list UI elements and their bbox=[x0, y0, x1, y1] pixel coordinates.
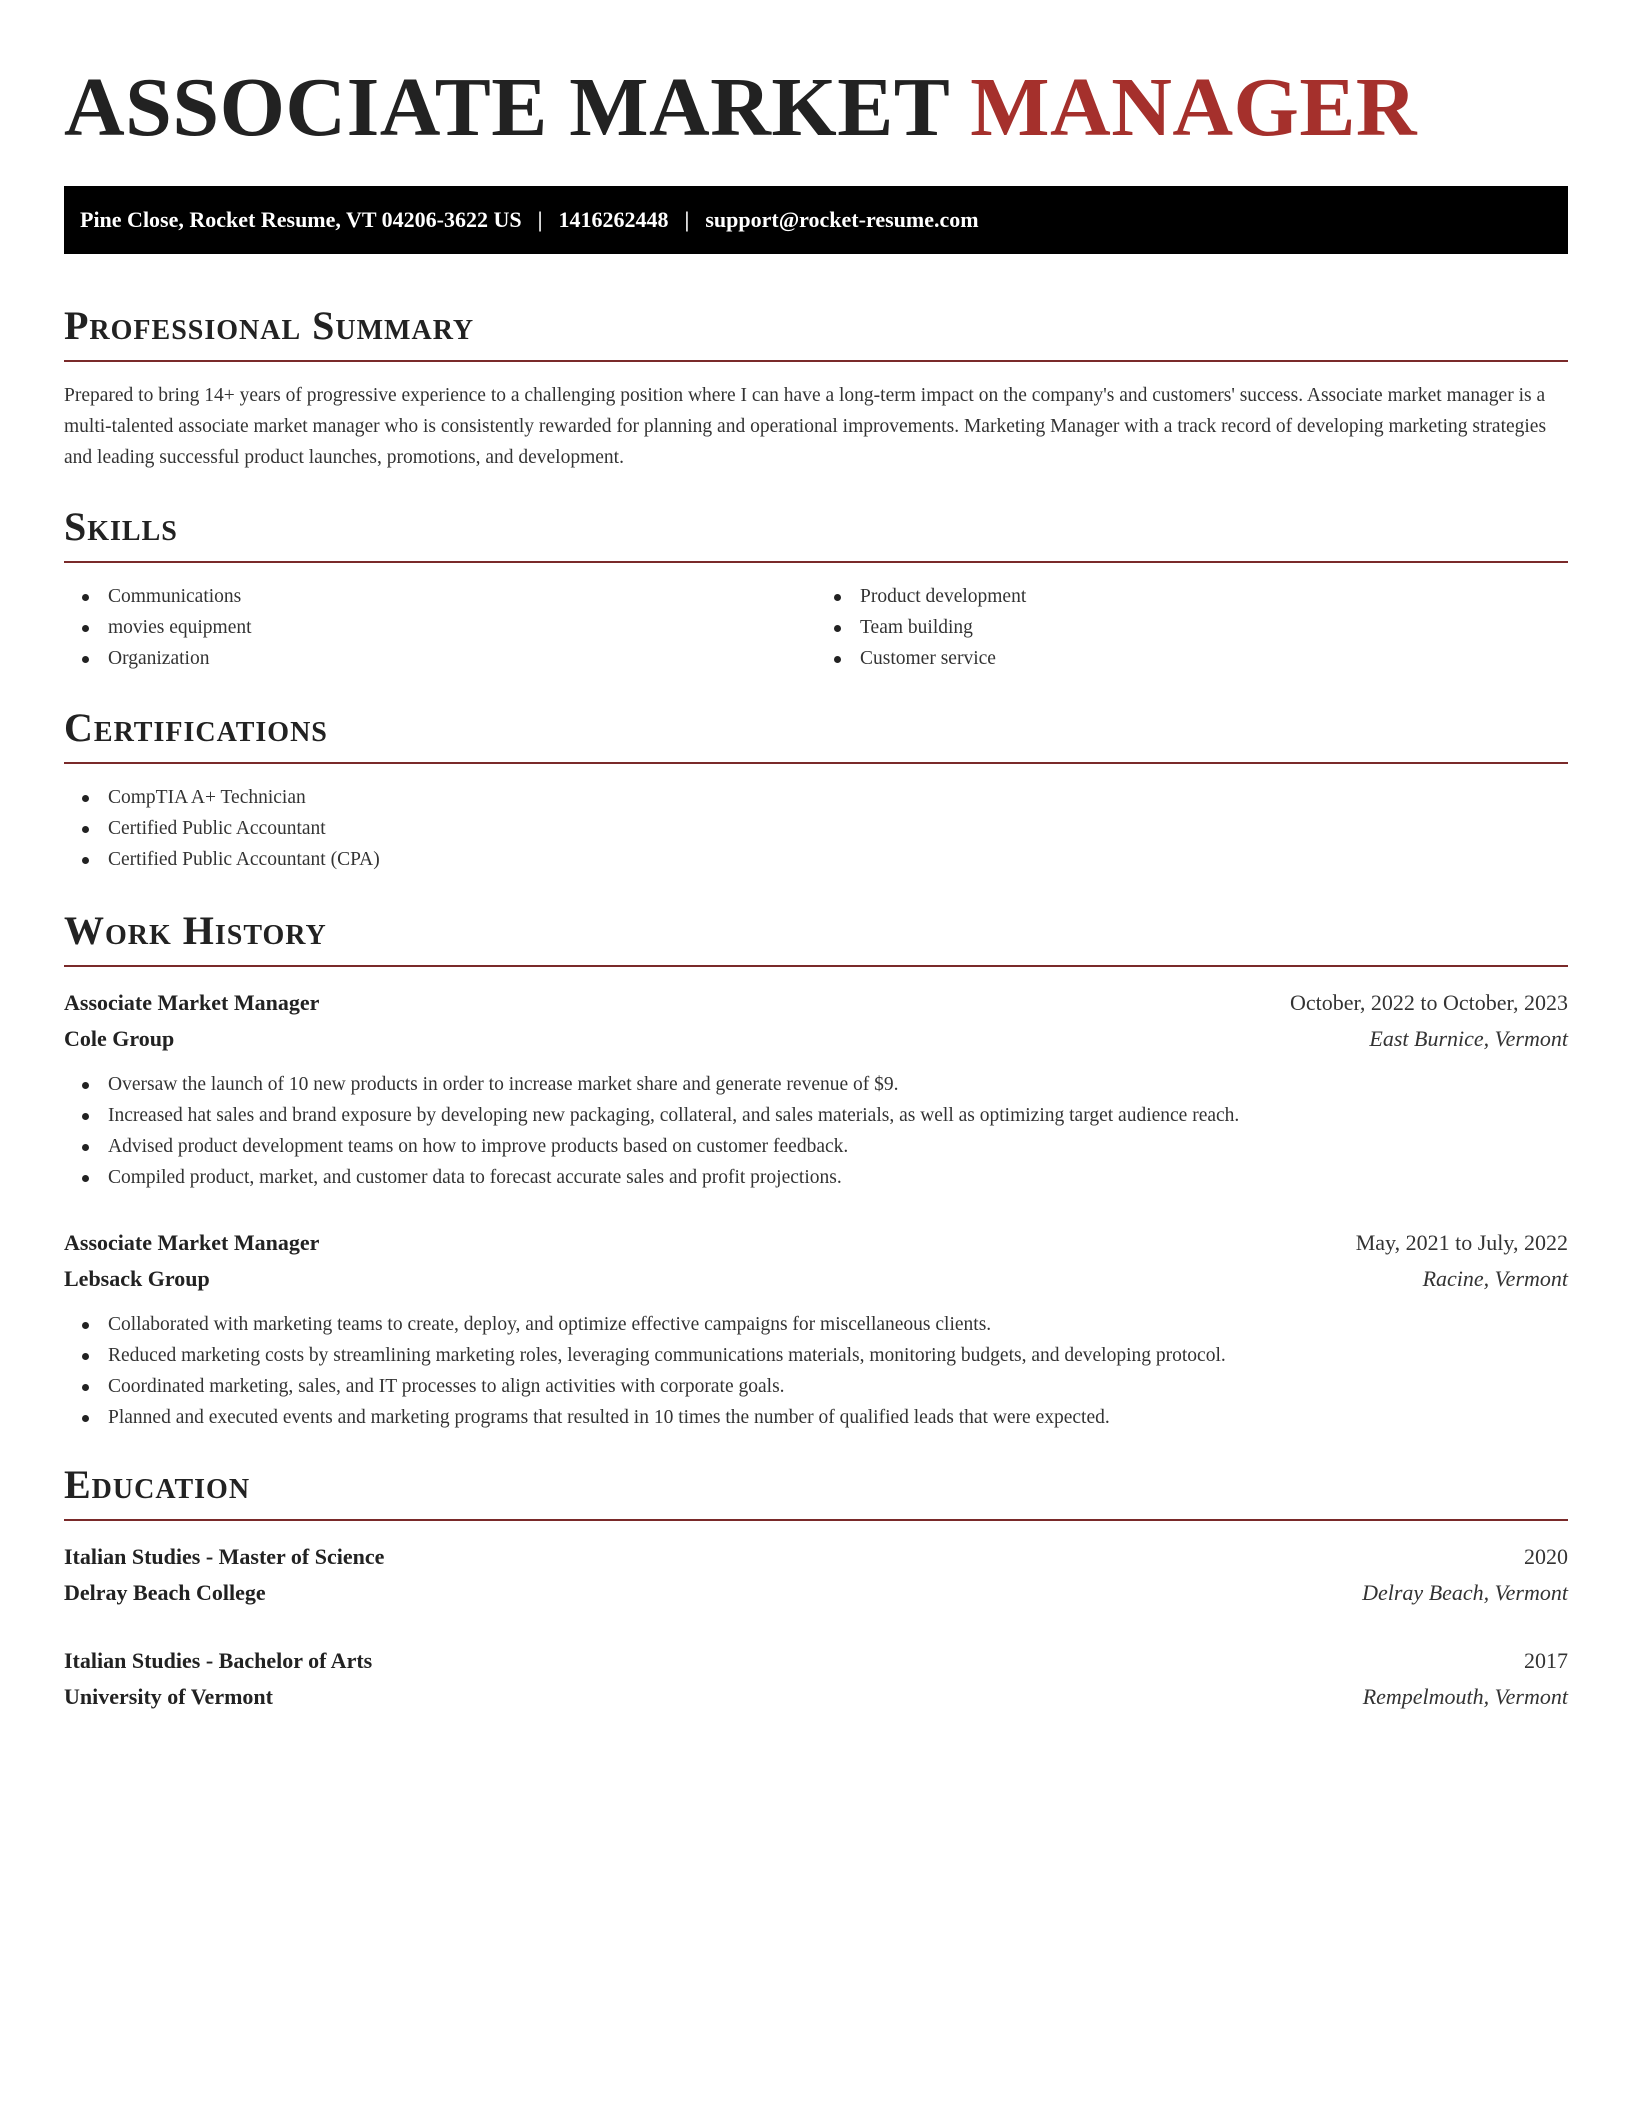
summary-section bbox=[64, 303, 1568, 473]
education-school: Delray Beach College bbox=[64, 1580, 266, 1605]
skills-list-left bbox=[64, 581, 816, 674]
education-year: 2020 bbox=[1524, 1544, 1568, 1569]
job-header-row bbox=[64, 1225, 1568, 1261]
list-item: Advised product development teams on how to improve products based on customer feedback. bbox=[64, 1131, 1568, 1162]
education-location: Rempelmouth, Vermont bbox=[1362, 1684, 1568, 1709]
title-first: ASSOCIATE MARKET bbox=[64, 61, 949, 154]
list-item: Team building bbox=[816, 612, 1568, 643]
list-item: Certified Public Accountant bbox=[64, 813, 1568, 844]
education-degree: Italian Studies - Master of Science bbox=[64, 1544, 385, 1569]
job-company-row bbox=[64, 1021, 1568, 1057]
education-school-row bbox=[64, 1679, 1568, 1715]
list-item: movies equipment bbox=[64, 612, 816, 643]
skills-section bbox=[64, 504, 1568, 674]
list-item: Planned and executed events and marketing programs that resulted in 10 times the number of qualified leads that were expected. bbox=[64, 1402, 1568, 1433]
job-location: East Burnice, Vermont bbox=[1369, 1026, 1568, 1051]
summary-text: Prepared to bring 14+ years of progressive experience to a challenging position where I can have a long-term impact on the company's and customers' success. Associate market manager is a multi-talented associate market manager who is consistently rewarded for planning and operational improvements. Marketing Manager with a track record of developing marketing strategies and leading successful product launches, promotions, and development. bbox=[64, 385, 1547, 468]
job-role: Associate Market Manager bbox=[64, 990, 320, 1015]
skills-grid bbox=[64, 581, 1568, 674]
list-item: Coordinated marketing, sales, and IT processes to align activities with corporate goals. bbox=[64, 1371, 1568, 1402]
job-bullets bbox=[64, 1309, 1568, 1433]
section-heading: Skills bbox=[64, 507, 1568, 563]
section-heading: Work History bbox=[64, 911, 1568, 967]
education-entry bbox=[64, 1643, 1568, 1715]
certifications-section bbox=[64, 705, 1568, 875]
section-heading: Certifications bbox=[64, 708, 1568, 764]
title-accent: MANAGER bbox=[970, 61, 1418, 154]
job-role: Associate Market Manager bbox=[64, 1230, 320, 1255]
list-item: CompTIA A+ Technician bbox=[64, 782, 1568, 813]
job-company-row bbox=[64, 1261, 1568, 1297]
job-entry bbox=[64, 985, 1568, 1193]
section-heading: Professional Summary bbox=[64, 306, 1568, 362]
list-item: Customer service bbox=[816, 643, 1568, 674]
education-location: Delray Beach, Vermont bbox=[1362, 1580, 1568, 1605]
list-item: Compiled product, market, and customer data to forecast accurate sales and profit projections. bbox=[64, 1162, 1568, 1193]
job-bullets bbox=[64, 1069, 1568, 1193]
list-item: Increased hat sales and brand exposure by developing new packaging, collateral, and sales materials, as well as optimizing target audience reach. bbox=[64, 1100, 1568, 1131]
certifications-list bbox=[64, 782, 1568, 875]
job-dates: October, 2022 to October, 2023 bbox=[1289, 990, 1568, 1015]
education-entry bbox=[64, 1539, 1568, 1611]
list-item: Collaborated with marketing teams to create, deploy, and optimize effective campaigns for miscellaneous clients. bbox=[64, 1309, 1568, 1340]
contact-email[interactable]: support@rocket-resume.com bbox=[705, 207, 979, 232]
contact-separator: | bbox=[684, 207, 690, 232]
skills-list-right bbox=[816, 581, 1568, 674]
job-location: Racine, Vermont bbox=[1422, 1266, 1568, 1291]
education-school-row bbox=[64, 1575, 1568, 1611]
education-year: 2017 bbox=[1524, 1648, 1568, 1673]
education-header-row bbox=[64, 1539, 1568, 1575]
job-entry bbox=[64, 1225, 1568, 1433]
contact-address: Pine Close, Rocket Resume, VT 04206-3622 US bbox=[80, 207, 522, 232]
education-header-row bbox=[64, 1643, 1568, 1679]
list-item: Certified Public Accountant (CPA) bbox=[64, 844, 1568, 875]
education-school: University of Vermont bbox=[64, 1684, 273, 1709]
work-history-section bbox=[64, 908, 1568, 1433]
job-company: Lebsack Group bbox=[64, 1266, 210, 1291]
list-item: Product development bbox=[816, 581, 1568, 612]
resume-title bbox=[64, 61, 1568, 154]
contact-phone: 1416262448 bbox=[558, 207, 669, 232]
education-degree: Italian Studies - Bachelor of Arts bbox=[64, 1648, 373, 1673]
job-header-row bbox=[64, 985, 1568, 1021]
section-heading: Education bbox=[64, 1465, 1568, 1521]
contact-separator: | bbox=[537, 207, 543, 232]
job-dates: May, 2021 to July, 2022 bbox=[1355, 1230, 1568, 1255]
contact-bar bbox=[64, 186, 1568, 254]
list-item: Organization bbox=[64, 643, 816, 674]
list-item: Reduced marketing costs by streamlining marketing roles, leveraging communications materials, monitoring budgets, and developing protocol. bbox=[64, 1340, 1568, 1371]
education-section bbox=[64, 1462, 1568, 1715]
job-company: Cole Group bbox=[64, 1026, 175, 1051]
list-item: Communications bbox=[64, 581, 816, 612]
list-item: Oversaw the launch of 10 new products in order to increase market share and generate revenue of $9. bbox=[64, 1069, 1568, 1100]
